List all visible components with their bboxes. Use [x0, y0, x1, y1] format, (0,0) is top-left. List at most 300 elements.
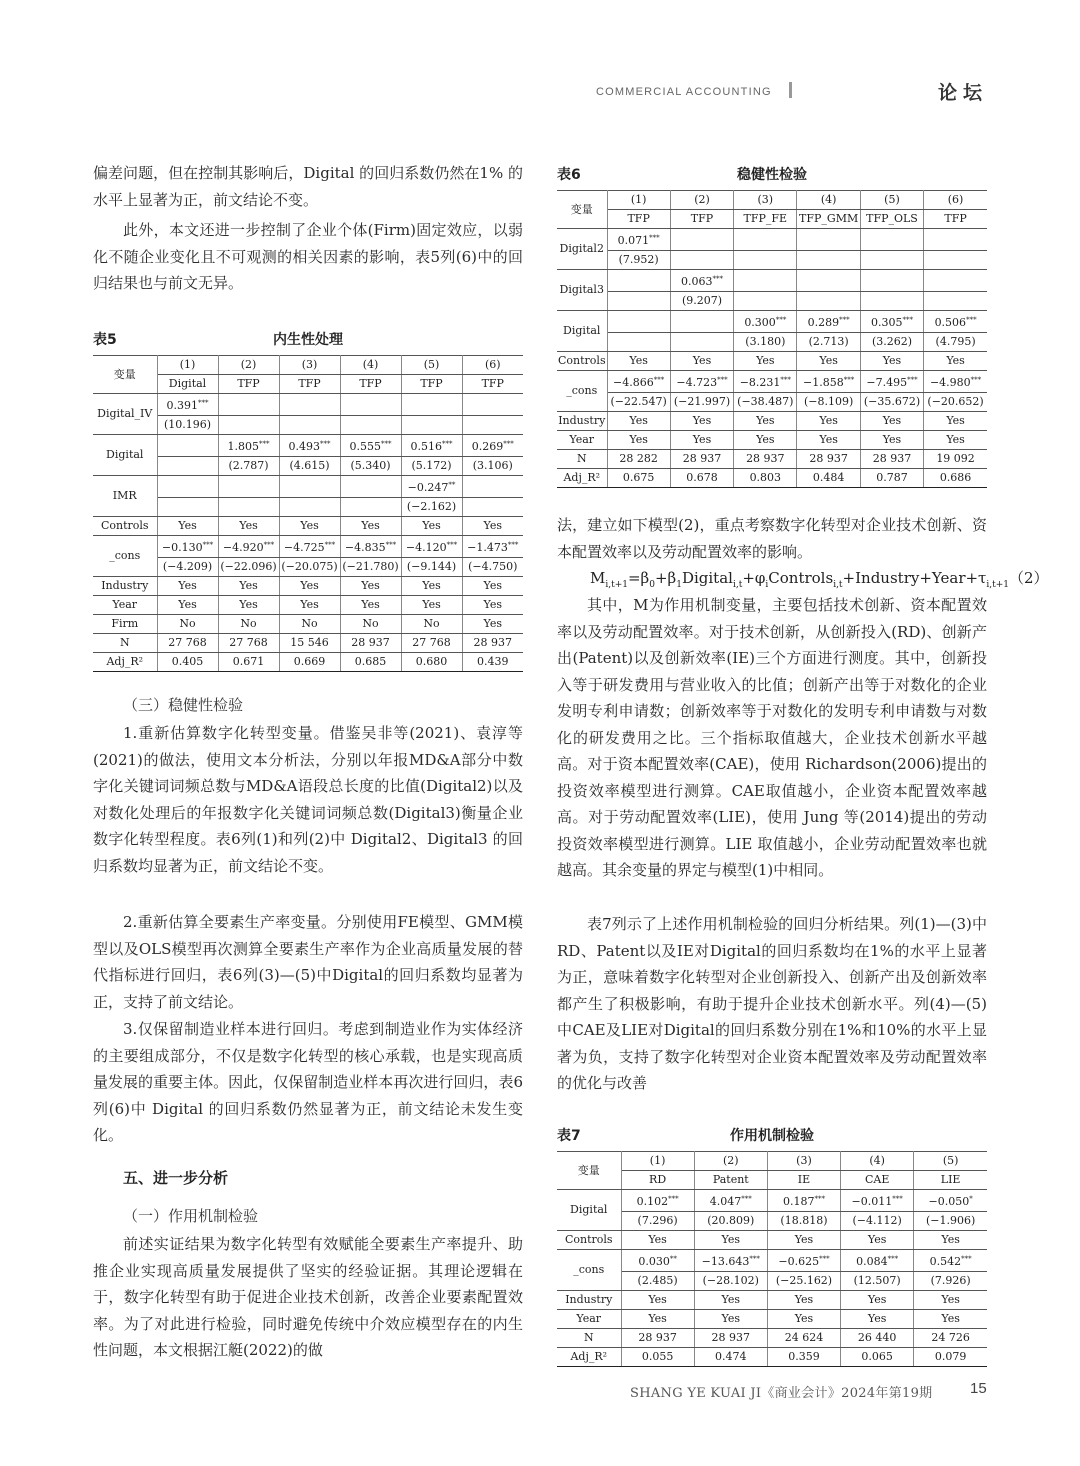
table-cell: No	[401, 615, 462, 634]
coefficient-cell: 0.071***	[607, 229, 670, 251]
table-row	[557, 412, 987, 431]
table-row	[557, 1310, 987, 1329]
table-cell: 0.787	[860, 469, 923, 488]
coefficient-cell: 0.305***	[860, 311, 923, 333]
coefficient-cell	[462, 476, 523, 498]
row-label: Digital	[557, 311, 607, 352]
table-row	[557, 1272, 987, 1291]
t-stat-cell: (9.207)	[670, 292, 733, 311]
row-label: N	[93, 634, 157, 653]
coefficient-cell: 4.047***	[694, 1190, 767, 1212]
t-stat-cell: (12.507)	[841, 1272, 914, 1291]
coefficient-cell	[924, 229, 987, 251]
table-cell: Yes	[841, 1291, 914, 1310]
table-cell: Yes	[279, 596, 340, 615]
column-number: (3)	[734, 191, 797, 210]
row-label: Digital3	[557, 270, 607, 311]
t-stat-cell: (−20.652)	[924, 393, 987, 412]
row-label: Digital_IV	[93, 394, 157, 435]
table-row	[557, 352, 987, 371]
row-label: Digital	[93, 435, 157, 476]
table-cell: Yes	[860, 412, 923, 431]
table-row	[557, 393, 987, 412]
table-cell: Yes	[841, 1310, 914, 1329]
coefficient-cell: −8.231***	[734, 371, 797, 393]
table-cell: Yes	[279, 577, 340, 596]
column-number: (2)	[694, 1152, 767, 1171]
dependent-variable: TFP_OLS	[860, 210, 923, 229]
row-label: N	[557, 1329, 621, 1348]
table-cell: 28 937	[462, 634, 523, 653]
coefficient-cell: 0.516***	[401, 435, 462, 457]
table-cell: No	[218, 615, 279, 634]
coefficient-cell: −13.643***	[694, 1250, 767, 1272]
table-cell: Yes	[924, 431, 987, 450]
coefficient-cell	[607, 311, 670, 333]
dependent-variable: TFP	[607, 210, 670, 229]
coefficient-cell: −0.050*	[914, 1190, 987, 1212]
table-cell: 19 092	[924, 450, 987, 469]
t-stat-cell: (20.809)	[694, 1212, 767, 1231]
t-stat-cell: (2.713)	[797, 333, 860, 352]
table-row	[93, 653, 523, 672]
column-number: (4)	[797, 191, 860, 210]
t-stat-cell	[340, 416, 401, 435]
coefficient-cell: −0.625***	[767, 1250, 840, 1272]
table-cell: 28 937	[670, 450, 733, 469]
table-cell: 0.685	[340, 653, 401, 672]
row-label: Year	[557, 431, 607, 450]
coefficient-cell	[279, 476, 340, 498]
table-row	[93, 634, 523, 653]
coefficient-cell	[340, 394, 401, 416]
row-label: _cons	[93, 536, 157, 577]
table-cell: Yes	[924, 352, 987, 371]
table5	[93, 355, 523, 672]
dependent-variable: TFP_FE	[734, 210, 797, 229]
table-row	[93, 476, 523, 498]
section-heading-5: 五、进一步分析	[123, 1169, 229, 1187]
t-stat-cell: (5.172)	[401, 457, 462, 476]
table-cell: Yes	[401, 577, 462, 596]
t-stat-cell: (−21.997)	[670, 393, 733, 412]
left-paragraph-5: 3.仅保留制造业样本进行回归。考虑到制造业作为实体经济的主要组成部分，不仅是数字化转型的核心承载，也是实现高质量发展的重要主体。因此，仅保留制造业样本再次进行回归，表6列(6)中 Digital 的回归系数仍然显著为正，前文结论未发生变化。	[93, 1020, 523, 1144]
dependent-variable: TFP	[218, 375, 279, 394]
table-cell: 28 937	[734, 450, 797, 469]
t-stat-cell	[279, 498, 340, 517]
t-stat-cell	[797, 292, 860, 311]
row-label: Controls	[93, 517, 157, 536]
coefficient-cell: −7.495***	[860, 371, 923, 393]
coefficient-cell	[670, 229, 733, 251]
t-stat-cell: (18.818)	[767, 1212, 840, 1231]
table-cell: Yes	[797, 431, 860, 450]
column-number: (4)	[340, 356, 401, 375]
coefficient-cell: −4.725***	[279, 536, 340, 558]
table-cell: 0.675	[607, 469, 670, 488]
t-stat-cell: (7.926)	[914, 1272, 987, 1291]
row-label: _cons	[557, 371, 607, 412]
table-cell: Yes	[462, 577, 523, 596]
table-row	[93, 394, 523, 416]
coefficient-cell: 0.506***	[924, 311, 987, 333]
table-cell: 0.405	[157, 653, 218, 672]
t-stat-cell: (−4.750)	[462, 558, 523, 577]
coefficient-cell: −0.130***	[157, 536, 218, 558]
table-cell: 0.671	[218, 653, 279, 672]
coefficient-cell: −0.011***	[841, 1190, 914, 1212]
t-stat-cell	[734, 251, 797, 270]
table-cell: 0.055	[621, 1348, 694, 1367]
t-stat-cell	[462, 416, 523, 435]
coefficient-cell	[279, 394, 340, 416]
dependent-variable: Patent	[694, 1171, 767, 1190]
coefficient-cell: −4.920***	[218, 536, 279, 558]
table-cell: No	[279, 615, 340, 634]
t-stat-cell: (−21.780)	[340, 558, 401, 577]
coefficient-cell: −1.858***	[797, 371, 860, 393]
dependent-variable: LIE	[914, 1171, 987, 1190]
coefficient-cell: 1.805***	[218, 435, 279, 457]
table-cell: Yes	[340, 577, 401, 596]
table-cell: Yes	[767, 1231, 840, 1250]
coefficient-cell: 0.555***	[340, 435, 401, 457]
table-cell: Yes	[860, 352, 923, 371]
row-label: N	[557, 450, 607, 469]
table-cell: 27 768	[157, 634, 218, 653]
dependent-variable: TFP	[340, 375, 401, 394]
subsection-mechanism: （一）作用机制检验	[123, 1207, 259, 1225]
left-paragraph-2: 此外，本文还进一步控制了企业个体(Firm)固定效应，以弱化不随企业变化且不可观测的相关因素的影响，表5列(6)中的回归结果也与前文无异。	[93, 221, 523, 292]
t-stat-cell: (−22.096)	[218, 558, 279, 577]
table-cell: Yes	[607, 431, 670, 450]
column-number: (2)	[218, 356, 279, 375]
table-cell: 28 282	[607, 450, 670, 469]
table-row	[557, 292, 987, 311]
column-number: (3)	[767, 1152, 840, 1171]
table-row	[557, 311, 987, 333]
table-row	[557, 1329, 987, 1348]
table-row	[93, 558, 523, 577]
table7-caption: 表7	[557, 1128, 581, 1144]
header-variable: 变量	[557, 191, 607, 229]
row-label: IMR	[93, 476, 157, 517]
table-cell: Yes	[340, 517, 401, 536]
dependent-variable: IE	[767, 1171, 840, 1190]
dependent-variable: CAE	[841, 1171, 914, 1190]
column-number: (1)	[607, 191, 670, 210]
t-stat-cell	[734, 292, 797, 311]
dependent-variable: RD	[621, 1171, 694, 1190]
coefficient-cell: 0.391***	[157, 394, 218, 416]
table-cell: Yes	[340, 596, 401, 615]
coefficient-cell: 0.289***	[797, 311, 860, 333]
dependent-variable: TFP	[924, 210, 987, 229]
t-stat-cell: (2.485)	[621, 1272, 694, 1291]
t-stat-cell: (−22.547)	[607, 393, 670, 412]
t-stat-cell: (3.262)	[860, 333, 923, 352]
t-stat-cell: (4.795)	[924, 333, 987, 352]
coefficient-cell	[462, 394, 523, 416]
table-cell: 0.680	[401, 653, 462, 672]
table6	[557, 190, 987, 488]
table-cell: Yes	[914, 1231, 987, 1250]
column-number: (1)	[157, 356, 218, 375]
t-stat-cell: (−1.906)	[914, 1212, 987, 1231]
row-label: Adj_R²	[557, 1348, 621, 1367]
t-stat-cell	[670, 251, 733, 270]
table-cell: 24 624	[767, 1329, 840, 1348]
dependent-variable: TFP	[401, 375, 462, 394]
table-cell: Yes	[694, 1310, 767, 1329]
table-cell: Yes	[462, 517, 523, 536]
coefficient-cell	[797, 270, 860, 292]
left-paragraph-6: 前述实证结果为数字化转型有效赋能全要素生产率提升、助推企业实现高质量发展提供了坚实的经验证据。其理论逻辑在于，数字化转型有助于促进企业技术创新，改善企业要素配置效率。为了对此进行检验，同时避免传统中介效应模型存在的内生性问题，本文根据江艇(2022)的做	[93, 1235, 523, 1359]
table-row	[93, 435, 523, 457]
row-label: Industry	[557, 1291, 621, 1310]
table-cell: Yes	[734, 431, 797, 450]
t-stat-cell: (7.296)	[621, 1212, 694, 1231]
coefficient-cell	[607, 270, 670, 292]
table-row	[93, 517, 523, 536]
coefficient-cell	[157, 435, 218, 457]
t-stat-cell	[607, 292, 670, 311]
table-cell: 0.803	[734, 469, 797, 488]
coefficient-cell: −0.247**	[401, 476, 462, 498]
t-stat-cell	[860, 292, 923, 311]
table-cell: Yes	[401, 596, 462, 615]
table-cell: 15 546	[279, 634, 340, 653]
right-paragraph-1: 法，建立如下模型(2)，重点考察数字化转型对企业技术创新、资本配置效率以及劳动配置效率的影响。	[557, 516, 987, 561]
table-cell: Yes	[924, 412, 987, 431]
table-cell: Yes	[694, 1291, 767, 1310]
dependent-variable: TFP_GMM	[797, 210, 860, 229]
coefficient-cell	[670, 311, 733, 333]
table-cell: No	[157, 615, 218, 634]
t-stat-cell	[670, 333, 733, 352]
table-row	[557, 1348, 987, 1367]
t-stat-cell	[279, 416, 340, 435]
table-cell: Yes	[841, 1231, 914, 1250]
t-stat-cell	[340, 498, 401, 517]
column-number: (5)	[401, 356, 462, 375]
table-cell: Yes	[401, 517, 462, 536]
table-cell: 24 726	[914, 1329, 987, 1348]
table5-caption: 表5	[93, 332, 117, 348]
dependent-variable: TFP	[670, 210, 733, 229]
row-label: Industry	[93, 577, 157, 596]
t-stat-cell	[157, 498, 218, 517]
table-cell: 26 440	[841, 1329, 914, 1348]
table-cell: Yes	[157, 577, 218, 596]
table-cell: Yes	[670, 412, 733, 431]
t-stat-cell: (3.106)	[462, 457, 523, 476]
t-stat-cell	[218, 416, 279, 435]
table6-title: 稳健性检验	[737, 167, 807, 183]
coefficient-cell	[734, 229, 797, 251]
table-cell: Yes	[218, 596, 279, 615]
table7	[557, 1151, 987, 1367]
table-cell: 0.079	[914, 1348, 987, 1367]
table-row	[557, 229, 987, 251]
coefficient-cell: 0.300***	[734, 311, 797, 333]
coefficient-cell: 0.102***	[621, 1190, 694, 1212]
column-number: (5)	[914, 1152, 987, 1171]
dependent-variable: TFP	[462, 375, 523, 394]
t-stat-cell: (10.196)	[157, 416, 218, 435]
t-stat-cell: (−4.112)	[841, 1212, 914, 1231]
section-title: 论坛	[938, 82, 989, 104]
row-label: Controls	[557, 1231, 621, 1250]
table-cell: Yes	[767, 1310, 840, 1329]
column-number: (3)	[279, 356, 340, 375]
left-paragraph-4: 2.重新估算全要素生产率变量。分别使用FE模型、GMM模型以及OLS模型再次测算全要素生产率作为企业高质量发展的替代指标进行回归，表6列(3)—(5)中Digital的回归系数均显著为正，支持了前文结论。	[93, 913, 523, 1011]
coefficient-cell: −4.866***	[607, 371, 670, 393]
coefficient-cell	[734, 270, 797, 292]
row-label: Digital2	[557, 229, 607, 270]
table-row	[93, 457, 523, 476]
table-cell: 0.439	[462, 653, 523, 672]
table-cell: Yes	[670, 352, 733, 371]
t-stat-cell: (7.952)	[607, 251, 670, 270]
t-stat-cell	[797, 251, 860, 270]
table-row	[557, 333, 987, 352]
table-cell: Yes	[218, 577, 279, 596]
table-row	[93, 577, 523, 596]
coefficient-cell	[924, 270, 987, 292]
table-cell: Yes	[767, 1291, 840, 1310]
t-stat-cell: (2.787)	[218, 457, 279, 476]
table-row	[557, 469, 987, 488]
table-cell: Yes	[694, 1231, 767, 1250]
table-cell: Yes	[914, 1291, 987, 1310]
t-stat-cell	[607, 333, 670, 352]
t-stat-cell	[860, 251, 923, 270]
coefficient-cell: 0.063***	[670, 270, 733, 292]
row-label: Digital	[557, 1190, 621, 1231]
t-stat-cell: (−38.487)	[734, 393, 797, 412]
column-number: (6)	[924, 191, 987, 210]
coefficient-cell: −1.473***	[462, 536, 523, 558]
row-label: Year	[93, 596, 157, 615]
coefficient-cell	[218, 476, 279, 498]
t-stat-cell: (3.180)	[734, 333, 797, 352]
row-label: Controls	[557, 352, 607, 371]
left-paragraph-1: 偏差问题，但在控制其影响后，Digital 的回归系数仍然在1% 的水平上显著为正，前文结论不变。	[93, 164, 523, 209]
header-divider	[789, 82, 792, 98]
dependent-variable: TFP	[279, 375, 340, 394]
table-cell: Yes	[157, 596, 218, 615]
table-cell: 0.669	[279, 653, 340, 672]
coefficient-cell	[860, 270, 923, 292]
table-row	[557, 371, 987, 393]
table-row	[557, 450, 987, 469]
page-number: 15	[970, 1380, 987, 1397]
coefficient-cell: −4.723***	[670, 371, 733, 393]
table-cell: Yes	[279, 517, 340, 536]
column-number: (1)	[621, 1152, 694, 1171]
table-cell: 0.065	[841, 1348, 914, 1367]
right-paragraph-3: 表7列示了上述作用机制检验的回归分析结果。列(1)—(3)中RD、Patent以及IE对Digital的回归系数均在1%的水平上显著为正，意味着数字化转型对企业创新投入、创新产出及创新效率都产生了积极影响，有助于提升企业技术创新水平。列(4)—(5)中CAE及LIE对Digital的回归系数分别在1%和10%的水平上显著为负，支持了数字化转型对企业资本配置效率及劳动配置效率的优化与改善	[557, 915, 987, 1092]
coefficient-cell: 0.269***	[462, 435, 523, 457]
table-row	[557, 1212, 987, 1231]
table-row	[557, 1231, 987, 1250]
t-stat-cell	[924, 292, 987, 311]
t-stat-cell: (−25.162)	[767, 1272, 840, 1291]
coefficient-cell: 0.493***	[279, 435, 340, 457]
t-stat-cell: (4.615)	[279, 457, 340, 476]
model-2-formula: $M_{i,t+1}=\beta_0+\beta_1Digital_{i,t}+\varphi_iControls_{i,t}+Industry+Year+\tau_{i,t+1}(2)$	[590, 569, 1049, 590]
t-stat-cell: (−8.109)	[797, 393, 860, 412]
table-cell: Yes	[797, 412, 860, 431]
coefficient-cell	[860, 229, 923, 251]
table-row	[93, 498, 523, 517]
coefficient-cell	[340, 476, 401, 498]
table-cell: Yes	[860, 431, 923, 450]
table-cell: Yes	[462, 615, 523, 634]
row-label: Firm	[93, 615, 157, 634]
t-stat-cell	[924, 251, 987, 270]
table-row	[557, 1250, 987, 1272]
table-cell: 28 937	[694, 1329, 767, 1348]
table5-title: 内生性处理	[273, 332, 343, 348]
table-cell: Yes	[734, 412, 797, 431]
table-cell: Yes	[157, 517, 218, 536]
row-label: _cons	[557, 1250, 621, 1291]
left-paragraph-3: 1.重新估算数字化转型变量。借鉴吴非等(2021)、袁淳等(2021)的做法，使用文本分析法，分别以年报MD&A部分中数字化关键词词频总数与MD&A语段总长度的比值(Digital2)以及对数化处理后的年报数字化关键词词频总数(Digital3)衡量企业数字化转型程度。表6列(1)和列(2)中 Digital2、Digital3 的回归系数均显著为正，前文结论不变。	[93, 724, 523, 875]
table-cell: 28 937	[621, 1329, 694, 1348]
t-stat-cell	[218, 498, 279, 517]
table-cell: Yes	[797, 352, 860, 371]
table-row	[93, 536, 523, 558]
row-label: Adj_R²	[93, 653, 157, 672]
table-cell: 0.686	[924, 469, 987, 488]
table-row	[93, 615, 523, 634]
table-cell: Yes	[670, 431, 733, 450]
table-cell: Yes	[914, 1310, 987, 1329]
table-cell: Yes	[621, 1310, 694, 1329]
table-row	[93, 416, 523, 435]
table-row	[557, 251, 987, 270]
column-number: (6)	[462, 356, 523, 375]
coefficient-cell: −4.980***	[924, 371, 987, 393]
table-cell: 28 937	[797, 450, 860, 469]
coefficient-cell	[401, 394, 462, 416]
coefficient-cell	[157, 476, 218, 498]
table-cell: 0.359	[767, 1348, 840, 1367]
header-variable: 变量	[557, 1152, 621, 1190]
table-row	[557, 1291, 987, 1310]
table-cell: Yes	[621, 1231, 694, 1250]
footer-citation: SHANG YE KUAI JI《商业会计》2024年第19期	[630, 1386, 933, 1401]
row-label: Adj_R²	[557, 469, 607, 488]
coefficient-cell: 0.084***	[841, 1250, 914, 1272]
table-cell: Yes	[607, 412, 670, 431]
table-cell: 0.484	[797, 469, 860, 488]
table-cell: No	[340, 615, 401, 634]
coefficient-cell: 0.030**	[621, 1250, 694, 1272]
coefficient-cell	[218, 394, 279, 416]
coefficient-cell: −4.835***	[340, 536, 401, 558]
table-cell: Yes	[607, 352, 670, 371]
table-cell: Yes	[621, 1291, 694, 1310]
t-stat-cell: (−9.144)	[401, 558, 462, 577]
t-stat-cell: (−4.209)	[157, 558, 218, 577]
row-label: Industry	[557, 412, 607, 431]
table-cell: 28 937	[860, 450, 923, 469]
column-number: (4)	[841, 1152, 914, 1171]
coefficient-cell: −4.120***	[401, 536, 462, 558]
